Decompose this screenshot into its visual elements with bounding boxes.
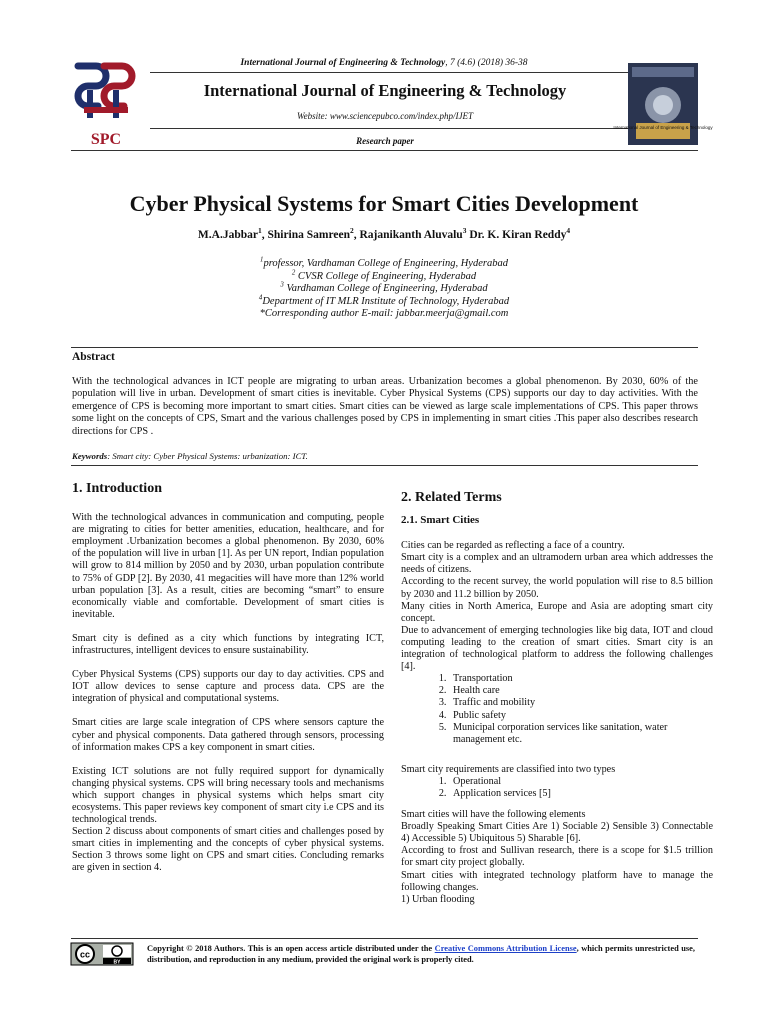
affiliation-line <box>0 283 768 296</box>
logo-text: SPC <box>90 131 122 148</box>
journal-cover-image <box>613 63 713 145</box>
affiliation-text: CVSR College of Engineering, Hyderabad <box>295 270 477 282</box>
affiliation-line <box>0 308 768 321</box>
list-item: 2. Application services [5] <box>449 788 713 800</box>
affiliation-sup: 3 <box>280 281 284 289</box>
smart-cities-para1 <box>401 540 713 673</box>
copyright-text-pre: Copyright © 2018 Authors. This is an open access article distributed under the <box>147 944 435 953</box>
author-sup: 2 <box>350 226 354 236</box>
intro-paragraph: Smart city is defined as a city which functions by integrating ICT, infrastructures, intelligent devices to ensure sustainability. <box>72 632 384 657</box>
journal-website[interactable]: Website: www.sciencepubco.com/index.php/IJET <box>297 111 473 121</box>
text-line: 1) Urban flooding <box>401 893 475 905</box>
header-bottom-rule <box>71 150 698 151</box>
left-column <box>72 483 384 887</box>
intro-paragraph: Existing ICT solutions are not fully required support for dynamically changing physical systems. CPS will bring necessary tools and mechanisms which support changes in physical systems which helps smart city ecosystems. This paper reviews key component of smart city i.e CPS and its technological trends. <box>72 765 384 826</box>
challenges-list <box>401 673 713 746</box>
author-sup: 4 <box>566 226 571 236</box>
list-item: 1. Transportation <box>449 673 713 685</box>
text-line: Smart cities will have the following elements <box>401 809 586 821</box>
paper-type: Research paper <box>356 136 414 146</box>
affiliation-text: *Corresponding author E-mail: jabbar.meerja@gmail.com <box>259 308 509 320</box>
text-line: According to the recent survey, the world population will rise to 8.5 billion by 2030 and 11.2 billion by 2050. <box>401 576 713 600</box>
by-label: BY <box>113 959 121 966</box>
paper-title: Cyber Physical Systems for Smart Cities Development <box>129 191 639 216</box>
list-item: 2. Health care <box>449 685 713 697</box>
journal-citation-name: International Journal of Engineering & Technology <box>240 58 446 68</box>
abstract-top-rule <box>71 347 698 348</box>
text-line: Many cities in North America, Europe and Asia are adopting smart city concept. <box>401 600 713 624</box>
journal-title: International Journal of Engineering & Technology <box>203 81 567 100</box>
affiliation-list <box>0 258 768 321</box>
requirements-intro: Smart city requirements are classified into two types <box>401 763 616 775</box>
cc-label: cc <box>79 949 91 960</box>
copyright-notice <box>147 943 695 965</box>
affiliation-sup: 2 <box>291 269 296 277</box>
intro-paragraph: Section 2 discuss about components of smart cities and challenges posed by smart cities in implementing and the concepts of cyber physical systems. Section 3 throws some light on CPS and smart cities. Concluding remarks are given in section 4. <box>72 826 384 874</box>
spc-logo <box>70 60 142 150</box>
intro-heading: 1. Introduction <box>72 481 162 496</box>
text-line: Smart city is a complex and an ultramodern urban area which addresses the needs of citizens. <box>401 552 713 576</box>
text-line: Smart cities with integrated technology platform have to manage the following changes. <box>401 869 713 893</box>
text-line: According to frost and Sullivan research, there is a scope for $1.5 trillion for smart city project globally. <box>401 845 713 869</box>
author-name: M.A.Jabbar <box>197 229 258 241</box>
text-line: Due to advancement of emerging technologies like big data, IOT and cloud computing leading to the creation of smart cities. Smart city is an integration of technological platform to address the following challenges [4]. <box>401 624 713 673</box>
abstract-heading: Abstract <box>72 351 115 363</box>
header-top-rule <box>150 72 698 73</box>
list-item: 5. Municipal corporation services like sanitation, water management etc. <box>449 722 713 746</box>
author-sup: 1 <box>257 226 262 236</box>
smart-cities-para2 <box>401 809 713 906</box>
right-column <box>401 492 713 906</box>
related-heading: 2. Related Terms <box>401 490 502 505</box>
keywords-line <box>72 451 698 461</box>
author-list: M.A.Jabbar$^1$, Shirina Samreen$^2$, Rajanikanth Aluvalu$^3$ Dr. K. Kiran Reddy$^4$ <box>197 226 571 241</box>
affiliation-line <box>0 296 768 309</box>
requirements-list <box>401 776 713 800</box>
intro-paragraph: With the technological advances in communication and computing, people are migrating to cities for better amenities, education, healthcare, and for employment .Urbanization becomes a global phenomenon. By 2030, 60% of the population will live in urban [1]. As per UN report, Indian population will grow to 814 million by 2050 and by 2030, urban population contribute to 75% of GDP [2]. By 2030, 41 megacities will have more than 12% world urban population [3]. As a result, cities are becoming “smart” to ensure economically viable and comfortable. Development of smart cities is inevitable. <box>72 512 384 620</box>
intro-paragraph: Cyber Physical Systems (CPS) supports our day to day activities. CPS and IOT allow devices to sense capture and process data. CPS are the integration of physical and computational systems. <box>72 669 384 705</box>
author-name: Rajanikanth Aluvalu <box>359 229 463 241</box>
footer-rule <box>71 938 698 939</box>
keywords-label: Keywords <box>72 451 108 461</box>
author-name: Dr. K. Kiran Reddy <box>469 229 567 241</box>
affiliation-sup: 4 <box>258 294 263 302</box>
keywords-text: : Smart city: Cyber Physical Systems: urbanization: ICT. <box>107 451 308 461</box>
text-line: Cities can be regarded as reflecting a face of a country. <box>401 540 625 552</box>
author-name: Shirina Samreen <box>267 229 350 241</box>
abstract-text: With the technological advances in ICT people are migrating to urban areas. Urbanization becomes a global phenomenon. By 2030, 60% of the population will live in urban. Development of smart cities is inevitable. Cyber Physical Systems (CPS) supports our day to day activities. With the emergence of CPS is becoming more important to smart cities. Smart cities can be viewed as large scale implementations of CPS. This paper throws some light on the concepts of CPS, Smart and the various challenges posed by CPS in implementing in smart cities .This paper also describes research directions for CPS . <box>72 376 698 437</box>
journal-citation-volume: , 7 (4.6) (2018) 36-38 <box>445 58 528 68</box>
affiliation-line <box>0 271 768 284</box>
cc-by-license-icon[interactable] <box>71 943 133 965</box>
list-item: 4. Public safety <box>449 710 713 722</box>
smart-cities-subheading: 2.1. Smart Cities <box>401 514 480 527</box>
abstract-bottom-rule <box>71 465 698 466</box>
text-line: Broadly Speaking Smart Cities Are 1) Sociable 2) Sensible 3) Connectable 4) Accessible 5) Ubiquitous 5) Sharable [6]. <box>401 821 713 845</box>
intro-paragraph: Smart cities are large scale integration of CPS where sensors capture the cyber and physical components. Data gathered through sensors, processing of information makes CPS a key component in smart cities. <box>72 717 384 753</box>
affiliation-text: professor, Vardhaman College of Engineering, Hyderabad <box>263 258 508 269</box>
affiliation-text: Department of IT MLR Institute of Technology, Hyderabad <box>262 295 510 307</box>
list-item: 1. Operational <box>449 776 713 788</box>
license-link[interactable]: Creative Commons Attribution License <box>434 944 577 953</box>
copyright-text-post: , which permits unrestricted use, distribution, and reproduction in any medium, provided the original work is properly cited. <box>147 944 695 965</box>
affiliation-text: Vardhaman College of Engineering, Hyderabad <box>283 283 488 295</box>
affiliation-sup: 1 <box>260 256 264 264</box>
list-item: 3. Traffic and mobility <box>449 697 713 709</box>
cover-title: International Journal of Engineering & Technology <box>613 125 713 130</box>
author-sup: 3 <box>462 226 467 236</box>
affiliation-line <box>0 258 768 271</box>
